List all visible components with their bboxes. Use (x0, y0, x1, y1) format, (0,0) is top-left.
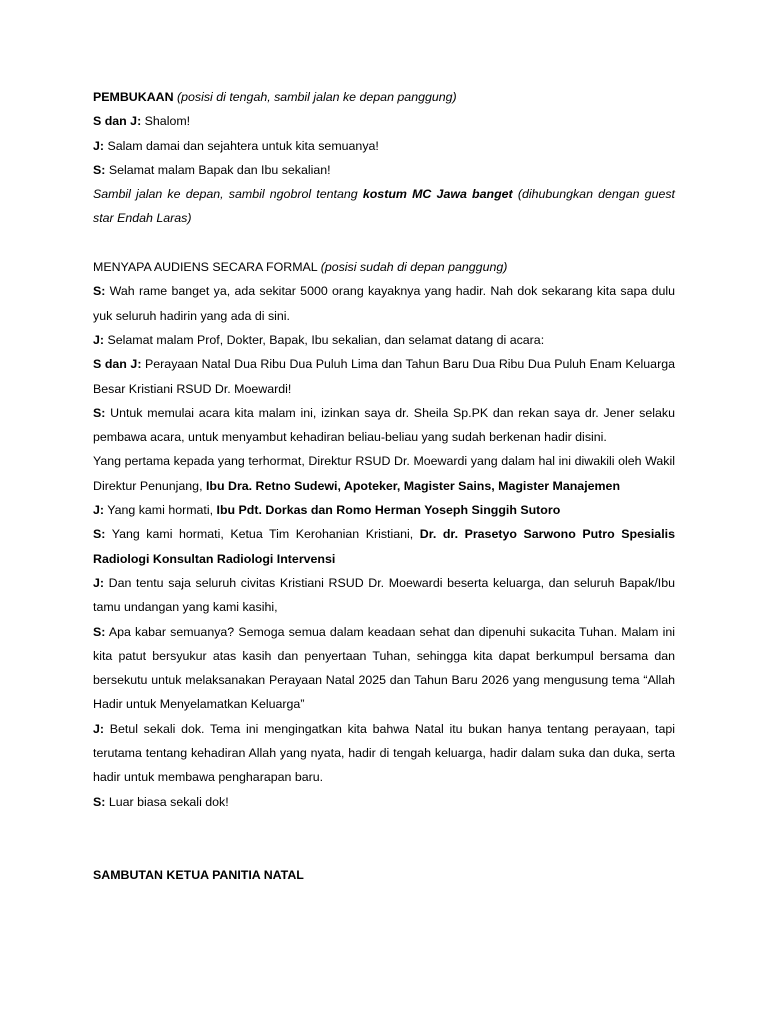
stage-direction: Sambil jalan ke depan, sambil ngobrol tentang kostum MC Jawa banget (dihubungkan dengan guest star Endah Laras) (93, 187, 675, 226)
speaker-label: J: (93, 721, 105, 736)
speaker-label: J: (93, 138, 105, 153)
speaker-label: S: (93, 527, 106, 542)
speaker-label: S: (93, 624, 106, 639)
dialogue-line: J: Dan tentu saja seluruh civitas Kristiani RSUD Dr. Moewardi beserta keluarga, dan seluruh Bapak/Ibu tamu undangan yang kami kasihi, (93, 575, 675, 615)
dialogue-line: S: Luar biasa sekali dok! (93, 794, 229, 809)
dialogue-line: S dan J: Perayaan Natal Dua Ribu Dua Puluh Lima dan Tahun Baru Dua Ribu Dua Puluh Enam Keluarga Besar Kristiani RSUD Dr. Moewardi! (93, 357, 675, 396)
honoree-name: Ibu Dra. Retno Sudewi, Apoteker, Magister Sains, Magister Manajemen (205, 478, 621, 493)
speaker-label: S: (93, 794, 106, 809)
document-body (93, 85, 675, 887)
speaker-label: S: (93, 284, 106, 299)
dialogue-line: S: Yang kami hormati, Ketua Tim Kerohanian Kristiani, Dr. dr. Prasetyo Sarwono Putro Spesialis Radiologi Konsultan Radiologi Intervensi (93, 527, 675, 566)
section-heading-menyapa: MENYAPA AUDIENS SECARA FORMAL (posisi sudah di depan panggung) (93, 260, 508, 275)
speaker-label: S dan J: (93, 114, 142, 129)
heading-note: (posisi di tengah, sambil jalan ke depan panggung) (177, 90, 457, 104)
dialogue-line: S: Apa kabar semuanya? Semoga semua dalam keadaan sehat dan dipenuhi sukacita Tuhan. Malam ini kita patut bersyukur atas kasih dan penyertaan Tuhan, sehingga kita dapat berkumpul bersama dan bersekutu untuk melaksanakan Perayaan Natal 2025 dan Tahun Baru 2026 yang mengusung tema “Allah Hadir untuk Menyelamatkan Keluarga” (93, 624, 675, 712)
section-heading-pembukaan: PEMBUKAAN (posisi di tengah, sambil jalan ke depan panggung) (93, 90, 457, 104)
honoree-name: Dr. dr. Prasetyo Sarwono Putro Spesialis Radiologi Konsultan Radiologi Intervensi (93, 527, 675, 566)
dialogue-line: J: Yang kami hormati, Ibu Pdt. Dorkas dan Romo Herman Yoseph Singgih Sutoro (93, 503, 561, 518)
speaker-label: S dan J: (93, 357, 142, 372)
dialogue-line: S dan J: Shalom! (93, 114, 191, 129)
heading-note: (posisi sudah di depan panggung) (320, 260, 508, 275)
dialogue-line: S: Selamat malam Bapak dan Ibu sekalian! (93, 162, 331, 177)
dialogue-line: J: Betul sekali dok. Tema ini mengingatkan kita bahwa Natal itu bukan hanya tentang perayaan, tapi terutama tentang kehadiran Allah yang nyata, hadir di tengah keluarga, hadir dalam suka dan duka, serta hadir untuk membawa pengharapan baru. (93, 721, 675, 785)
speaker-label: J: (93, 332, 105, 347)
speaker-label: S: (93, 162, 106, 177)
dialogue-line: S: Untuk memulai acara kita malam ini, izinkan saya dr. Sheila Sp.PK dan rekan saya dr. Jener selaku pembawa acara, untuk menyambut kehadiran beliau-beliau yang sudah berkenan hadir disini. (93, 405, 675, 445)
dialogue-line: Yang pertama kepada yang terhormat, Direktur RSUD Dr. Moewardi yang dalam hal ini diwakili oleh Wakil Direktur Penunjang, Ibu Dra. Retno Sudewi, Apoteker, Magister Sains, Magister Manajemen (93, 454, 675, 493)
speaker-label: S: (93, 405, 106, 420)
dialogue-line: S: Wah rame banget ya, ada sekitar 5000 orang kayaknya yang hadir. Nah dok sekarang kita sapa dulu yuk seluruh hadirin yang ada di sini. (93, 284, 675, 323)
dialogue-line: J: Selamat malam Prof, Dokter, Bapak, Ibu sekalian, dan selamat datang di acara: (93, 332, 545, 347)
honoree-name: Ibu Pdt. Dorkas dan Romo Herman Yoseph Singgih Sutoro (216, 503, 561, 518)
speaker-label: J: (93, 503, 105, 518)
section-heading-sambutan: SAMBUTAN KETUA PANITIA NATAL (93, 867, 304, 882)
dialogue-line: J: Salam damai dan sejahtera untuk kita semuanya! (93, 138, 379, 153)
speaker-label: J: (93, 575, 105, 590)
